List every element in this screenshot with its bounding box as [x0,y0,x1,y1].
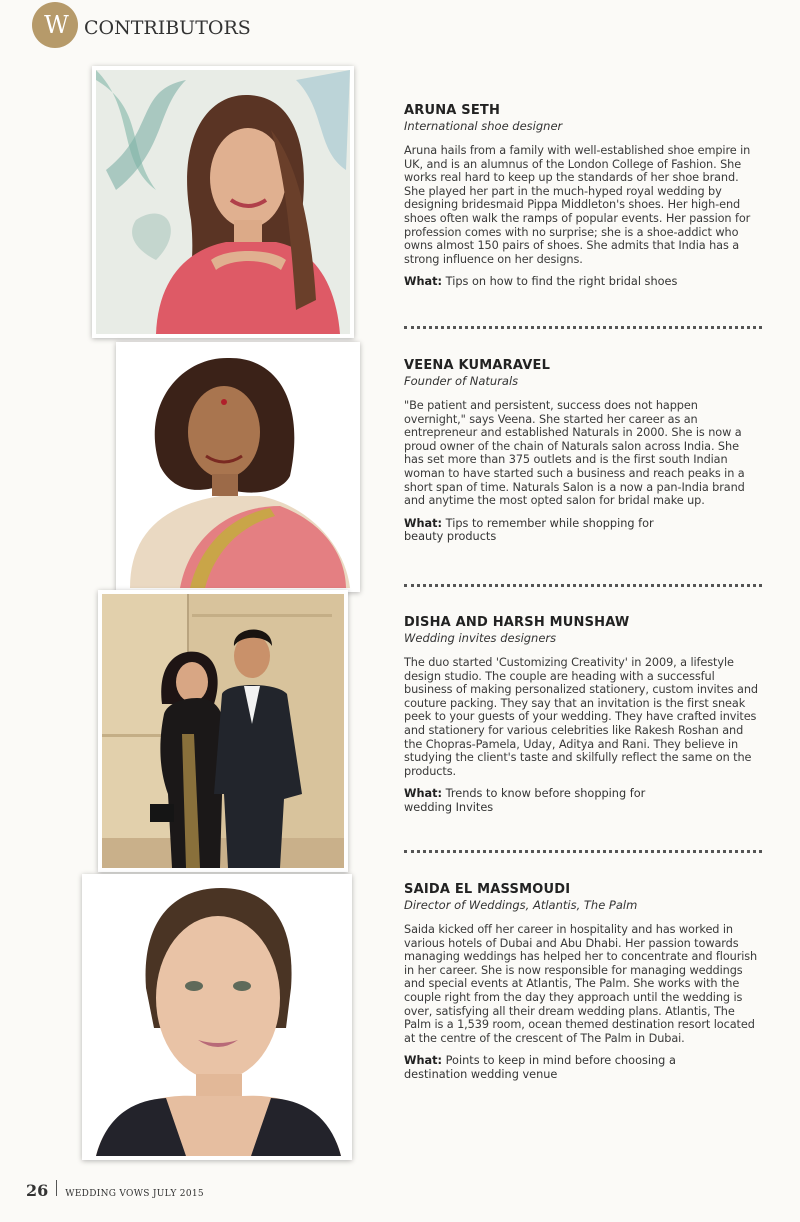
photo-aruna-seth [92,66,354,338]
contributor-name: SAIDA EL MASSMOUDI [404,882,571,897]
contributor-bio: "Be patient and persistent, success does not happen overnight," says Veena. She started her career as an entrepreneur and established Naturals in 2000. She is now a proud owner of the chain of Naturals salon across India. She has set more than 375 outlets and is the first south Indian woman to have started such a business and reach peaks in a short span of time. Naturals Salon is a now a pan-India brand and anytime the most opted salon for bridal make up. [404,399,745,508]
contributor-role: Wedding invites designers [404,631,557,645]
contributor-aruna-seth [404,103,762,289]
magazine-issue: WEDDING VOWS JULY 2015 [65,1189,204,1199]
contributor-veena-kumaravel [404,358,762,544]
contributor-topic: What: Tips to remember while shopping for beauty products [404,516,654,544]
contributor-topic: What: Points to keep in mind before choosing a destination wedding venue [404,1054,676,1081]
page-number: 26 [26,1181,49,1200]
contributor-bio: The duo started 'Customizing Creativity' in 2009, a lifestyle design studio. The couple are heading with a successful business of making personalized stationery, custom invites and couture packing. They say that an invitation is the first sneak peek to your guests of your wedding. They have crafted invites and stationery for various celebrities like Rakesh Roshan and the Chopras-Pamela, Uday, Aditya and Rani. They believe in studying the client's taste and skilfully reflect the same on the products. [404,656,758,778]
contributor-role: Director of Weddings, Atlantis, The Palm [404,898,638,912]
magazine-logo: W [32,2,78,48]
page-footer [26,1180,204,1200]
footer-divider [56,1180,57,1196]
contributor-topic: What: Tips on how to find the right bridal shoes [404,275,678,289]
divider [404,326,762,329]
contributor-bio: Saida kicked off her career in hospitality and has worked in various hotels of Dubai and Abu Dhabi. Her passion towards managing weddings has helped her to concentrate and flourish in her career. She is now responsible for managing weddings and special events at Atlantis, The Palm. She works with the couple right from the day they approach until the wedding is over, satisfying all their dream wedding plans. Atlantis, The Palm is a 1,539 room, ocean themed destination resort located at the centre of the crescent of The Palm in Dubai. [404,923,758,1045]
divider [404,850,762,853]
contributor-bio: Aruna hails from a family with well-established shoe empire in UK, and is an alumnus of the London College of Fashion. She works real hard to keep up the standards of her shoe brand. She played her part in the much-hyped royal wedding by designing bridesmaid Pippa Middleton's shoes. Her high-end shoes often walk the ramps of popular events. Her passion for profession comes with no surprise; she is a shoe-addict who owns almost 150 pairs of shoes. She admits that India has a strong influence on her designs. [404,144,751,266]
photo-disha-harsh-munshaw [98,590,348,872]
section-title: CONTRIBUTORS [84,17,251,39]
contributor-disha-harsh-munshaw [404,615,762,815]
photo-veena-kumaravel [116,342,360,592]
divider [404,584,762,587]
contributor-name: ARUNA SETH [404,103,501,118]
photo-saida-el-massmoudi [82,874,352,1160]
contributor-role: Founder of Naturals [404,374,519,388]
contributor-topic: What: Trends to know before shopping for wedding Invites [404,787,646,814]
contributor-name: VEENA KUMARAVEL [404,358,551,373]
contributor-name: DISHA AND HARSH MUNSHAW [404,615,630,630]
contributor-saida-el-massmoudi [404,882,762,1082]
contributor-role: International shoe designer [404,119,563,133]
